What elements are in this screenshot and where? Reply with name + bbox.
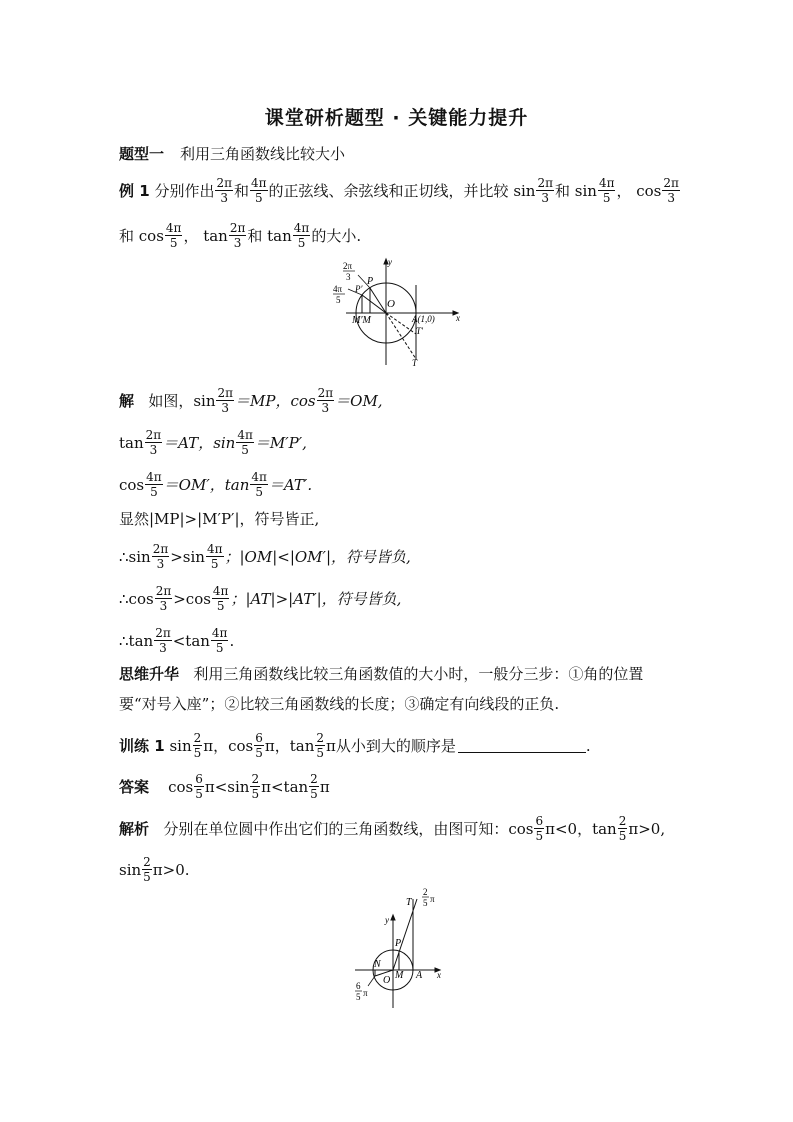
label-M: M xyxy=(395,970,404,981)
training-text: π从小到大的顺序是 xyxy=(326,736,456,755)
fraction: $\frac{2\pi}{3}$ xyxy=(217,386,234,415)
angle-label-3: 3 xyxy=(346,272,351,282)
label-P: P xyxy=(367,276,374,287)
fraction: $\frac{2\pi}{3}$ xyxy=(152,542,169,571)
fraction: $\frac{4\pi}{5}$ xyxy=(251,470,267,499)
example-text: ， cos xyxy=(616,181,662,200)
solution-text: ＝AT，sin xyxy=(163,433,236,452)
y-arrow xyxy=(391,915,395,920)
fraction: $\frac{2}{5}$ xyxy=(251,772,260,801)
label-x: x xyxy=(456,313,460,323)
label-A: A xyxy=(416,970,423,981)
angle-label-5: 5 xyxy=(423,898,428,908)
answer-line xyxy=(119,772,330,801)
solution-text: ∴sin xyxy=(119,547,151,566)
fraction: $\frac{2}{5}$ xyxy=(310,772,318,801)
solution-text: ＝OM, xyxy=(335,391,383,410)
label-T-prime: T′ xyxy=(416,326,423,336)
unit-circle-figure-2 xyxy=(350,885,450,1010)
example-text: 的正弦线、余弦线和正切线，并比较 sin xyxy=(268,181,536,200)
thinking-label: 思维升华 xyxy=(119,665,180,683)
training-text: π，cos xyxy=(203,736,254,755)
fraction: $\frac{2\pi}{3}$ xyxy=(663,176,679,205)
analysis-text: sin xyxy=(119,860,142,879)
solution-line-1 xyxy=(119,386,383,415)
analysis-text: π<0，tan xyxy=(545,819,617,838)
solution-text: ＝AT′. xyxy=(268,475,313,494)
example-text: 的大小. xyxy=(311,226,362,245)
example-text: 分别作出 xyxy=(154,181,215,200)
fraction: $\frac{4\pi}{5}$ xyxy=(165,221,182,250)
label-y: y xyxy=(388,257,392,267)
solution-text: tan xyxy=(119,433,144,452)
fraction: $\frac{6}{5}$ xyxy=(255,731,263,760)
training-text: sin xyxy=(169,736,192,755)
page-title: 课堂研析题型 · 关键能力提升 xyxy=(264,107,529,129)
label-N: N xyxy=(374,959,381,970)
example-text: 和 xyxy=(234,181,250,200)
example-label: 例 1 xyxy=(119,181,150,200)
analysis-line-2 xyxy=(119,855,190,884)
solution-text: ∴tan xyxy=(119,631,154,650)
angle-label-6: 6 xyxy=(356,981,361,991)
fraction: $\frac{4\pi}{5}$ xyxy=(146,470,162,499)
angle-label-pi: π xyxy=(430,894,435,904)
example-line-2 xyxy=(119,221,361,250)
solution-text: ＝M′P′, xyxy=(254,433,307,452)
solution-text: >cos xyxy=(173,589,211,608)
example-text: 和 sin xyxy=(555,181,597,200)
analysis-label: 解析 xyxy=(119,819,150,838)
fraction: $\frac{4\pi}{5}$ xyxy=(293,221,310,250)
analysis-text: π>0, xyxy=(628,819,666,838)
solution-line-5 xyxy=(119,542,411,571)
ray-4pi-5 xyxy=(362,295,386,313)
example-line-1 xyxy=(119,176,681,205)
label-MpM: M′M xyxy=(352,315,371,326)
fraction: $\frac{4\pi}{5}$ xyxy=(206,542,223,571)
solution-text: 如图，sin xyxy=(148,391,216,410)
label-T: T xyxy=(412,358,418,368)
example-text: 和 tan xyxy=(247,226,292,245)
fraction: $\frac{2\pi}{3}$ xyxy=(537,176,554,205)
angle-label-5b: 5 xyxy=(356,992,361,1002)
thinking-text: 要“对号入座”；②比较三角函数线的长度；③确定有向线段的正负. xyxy=(119,695,560,713)
solution-line-3 xyxy=(119,470,312,499)
fraction: $\frac{4\pi}{5}$ xyxy=(212,584,229,613)
answer-text: cos xyxy=(168,777,194,796)
thinking-line-1 xyxy=(119,664,643,684)
fraction: $\frac{6}{5}$ xyxy=(195,772,203,801)
analysis-line-1 xyxy=(119,814,665,843)
solution-text: <tan xyxy=(172,631,210,650)
fraction: $\frac{4\pi}{5}$ xyxy=(237,428,253,457)
section-label: 题型一 xyxy=(119,145,165,163)
fraction: $\frac{6}{5}$ xyxy=(535,814,544,843)
training-line xyxy=(119,731,591,760)
fraction: $\frac{2}{5}$ xyxy=(143,855,151,884)
solution-text: ∴cos xyxy=(119,589,154,608)
label-y: y xyxy=(385,915,389,925)
label-P: P xyxy=(395,938,402,949)
solution-text: 显然|MP|>|M′P′|，符号皆正, xyxy=(119,510,320,528)
angle-label-2: 2 xyxy=(423,887,428,897)
angle-label-4pi: 4π xyxy=(333,284,343,294)
solution-line-4 xyxy=(119,509,319,529)
training-text: . xyxy=(585,736,591,755)
section-text: 利用三角函数线比较大小 xyxy=(180,145,346,163)
label-O: O xyxy=(383,975,391,986)
section-heading xyxy=(119,144,345,164)
fraction: $\frac{2}{5}$ xyxy=(316,731,325,760)
label-P-prime: P′ xyxy=(355,284,363,294)
fraction: $\frac{2\pi}{3}$ xyxy=(155,584,172,613)
example-text: 和 cos xyxy=(119,226,164,245)
solution-line-2 xyxy=(119,428,307,457)
fraction: $\frac{4\pi}{5}$ xyxy=(598,176,615,205)
analysis-text: π>0. xyxy=(152,860,190,879)
solution-line-6 xyxy=(119,584,401,613)
angle-label-5: 5 xyxy=(336,295,341,305)
fraction: $\frac{4\pi}{5}$ xyxy=(251,176,267,205)
training-label: 训练 1 xyxy=(119,736,165,755)
training-text: π，tan xyxy=(264,736,315,755)
solution-line-7 xyxy=(119,626,234,655)
answer-blank[interactable] xyxy=(458,738,586,753)
analysis-text: 分别在单位圆中作出它们的三角函数线，由图可知：cos xyxy=(163,819,534,838)
answer-text: π<tan xyxy=(261,777,309,796)
answer-label: 答案 xyxy=(119,777,150,796)
fraction: $\frac{2\pi}{3}$ xyxy=(229,221,246,250)
angle-label-2pi: 2π xyxy=(343,261,353,271)
solution-text: ；|OM|<|OM′|，符号皆负, xyxy=(224,547,411,566)
solution-text: ＝MP，cos xyxy=(235,391,316,410)
solution-label: 解 xyxy=(119,391,135,410)
example-text: ， tan xyxy=(183,226,228,245)
solution-text: . xyxy=(229,631,235,650)
solution-text: cos xyxy=(119,475,145,494)
solution-text: >sin xyxy=(170,547,205,566)
thinking-line-2 xyxy=(119,694,559,714)
fraction: $\frac{2\pi}{3}$ xyxy=(216,176,232,205)
answer-text: π<sin xyxy=(204,777,250,796)
fraction: $\frac{2\pi}{3}$ xyxy=(145,428,162,457)
solution-text: ＝OM′，tan xyxy=(163,475,250,494)
fraction: $\frac{4\pi}{5}$ xyxy=(211,626,228,655)
fraction: $\frac{2}{5}$ xyxy=(618,814,627,843)
fraction: $\frac{2}{5}$ xyxy=(193,731,202,760)
label-O: O xyxy=(387,298,395,310)
angle-label-pi-2: π xyxy=(363,988,368,998)
ray-2pi-3 xyxy=(370,288,386,313)
thinking-text: 利用三角函数线比较三角函数值的大小时，一般分三步：①角的位置 xyxy=(193,665,644,683)
fraction: $\frac{2\pi}{3}$ xyxy=(155,626,171,655)
label-T: T xyxy=(406,897,412,908)
answer-text: π xyxy=(319,777,330,796)
label-x: x xyxy=(437,970,441,980)
unit-circle-figure-1 xyxy=(328,255,468,370)
fraction: $\frac{2\pi}{3}$ xyxy=(317,386,334,415)
solution-text: ；|AT|>|AT′|，符号皆负, xyxy=(230,589,402,608)
label-A: A(1,0) xyxy=(412,314,435,324)
